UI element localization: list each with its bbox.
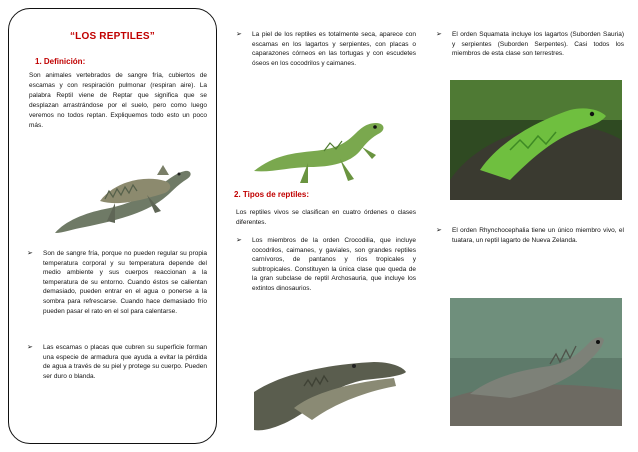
bullet-arrow-icon: ➢ bbox=[436, 227, 442, 234]
bullet-arrow-icon: ➢ bbox=[27, 250, 33, 257]
page-title: “LOS REPTILES” bbox=[69, 31, 156, 42]
bullet-squamata: ➢ El orden Squamata incluye los lagartos (Suborden Sauria) y serpientes (Suborden Serpentes). Casi todos los miembros de esta clase son terrestres. bbox=[436, 31, 624, 58]
bullet-sangre-fria: ➢ Son de sangre fría, porque no pueden regular su propia temperatura corporal y su temperatura depende del medio ambiente y sus cuerpos reaccionan a la temperatura de su entorno. Cuando éstos se calientan demasiado, pueden entrar en el agua o ponerse a la sombra para refrescarse. Cuando hace demasiado frío pueden pasar el rato en el sol para calentarse. bbox=[27, 250, 207, 315]
green-iguana-image bbox=[450, 80, 622, 200]
heading-tipos: 2. Tipos de reptiles: bbox=[234, 190, 309, 199]
panel-squamata bbox=[436, 18, 632, 448]
panel-types bbox=[230, 18, 416, 318]
lizard-image bbox=[244, 93, 402, 193]
bullet-crocodilia: ➢ Los miembros de la orden Crocodilia, que incluye cocodrilos, caimanes, y gaviales, son grandes reptiles carnívoros, de pantanos y ríos tropicales y subtropicales. Constituyen la única clase que queda de la gran subclase de reptil Archosauria, que incluye los extintos dinosaurios. bbox=[236, 237, 416, 292]
bullet-arrow-icon: ➢ bbox=[27, 344, 33, 351]
alligator-image bbox=[234, 322, 414, 444]
iguana-image bbox=[45, 141, 195, 241]
tuatara-image bbox=[450, 298, 622, 426]
bullet-arrow-icon: ➢ bbox=[436, 31, 442, 38]
bullet-escamas: ➢ Las escamas o placas que cubren su superficie forman una especie de armadura que ayuda a evitar la pérdida de agua a través de su piel y protege su cuerpo. Pueden ser duro o blanda. bbox=[27, 344, 207, 380]
bullet-arrow-icon: ➢ bbox=[236, 31, 242, 38]
heading-definicion: 1. Definición: bbox=[35, 57, 86, 66]
types-intro: Los reptiles vivos se clasifican en cuatro órdenes o clases diferentes. bbox=[236, 209, 416, 226]
bullet-arrow-icon: ➢ bbox=[236, 237, 242, 244]
definition-paragraph: Son animales vertebrados de sangre fría, cubiertos de escamas y con respiración pulmonar (respiran aire). La palabra Reptil viene de Reptar que significa que se desplazan arrastrándose por el suelo, pero como luego veremos no todos reptan. Expliquemos todo esto un poco más. bbox=[29, 72, 207, 129]
panel-definition bbox=[8, 8, 217, 444]
bullet-rhynchocephalia: ➢ El orden Rhynchocephalia tiene un único miembro vivo, el tuatara, un reptil lagarto de Nueva Zelanda. bbox=[436, 227, 624, 244]
bullet-piel: ➢ La piel de los reptiles es totalmente seca, aparece con escamas en los lagartos y serpientes, con placas o caparazones córneos en las tortugas y con escudetes óseos en los cocodrilos y caimanes. bbox=[236, 31, 416, 67]
